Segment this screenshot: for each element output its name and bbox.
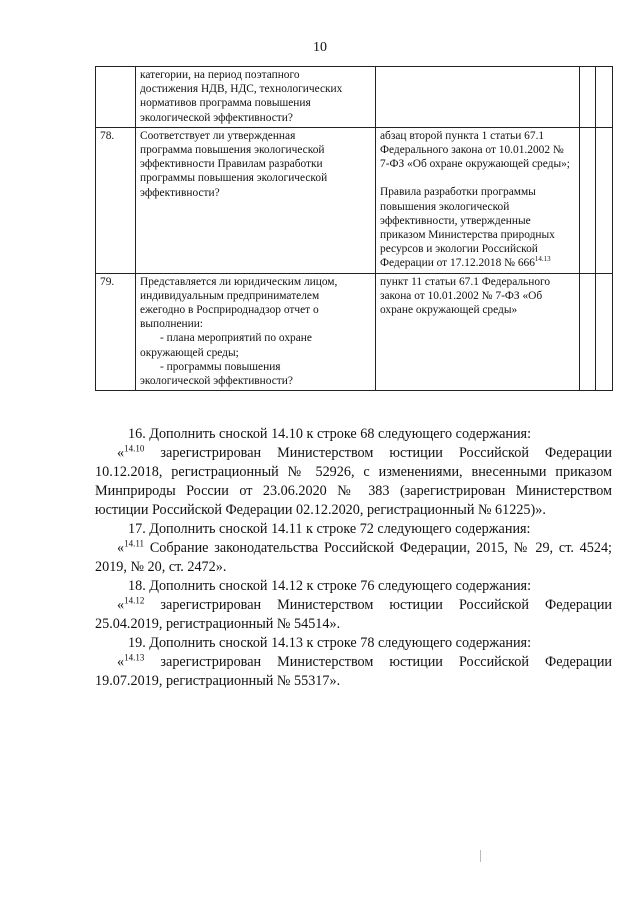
table-row [96,67,613,128]
footnote-text: зарегистрирован Министерством юстиции Российской Федерации 25.04.2019, регистрационный № 54514». [95,597,612,632]
footnote-number: 14.13 [124,652,145,663]
table-row [96,127,613,273]
footnote-number: 14.10 [124,443,145,454]
reference-text: абзац второй пункта 1 статьи 67.1 Федерального закона от 10.01.2002 № 7-ФЗ «Об охране окружающей среды»; [380,129,570,171]
scan-mark [480,850,481,862]
table-row [96,273,613,391]
footnote-text: зарегистрирован Министерством юстиции Российской Федерации 19.07.2019, регистрационный № 55317». [95,654,612,689]
question-line: эффективности Правилам разработки [140,158,323,171]
blank-column-a [580,273,596,391]
question-line: программы повышения экологической [140,172,328,185]
question-line: Представляется ли юридическим лицом, [140,275,338,288]
footnote-marker: 14.13 [534,255,551,264]
footnote-paragraph: «$^{14.13}$ зарегистрирован Министерством юстиции Российской Федерации 19.07.2019, регистрационный № 55317». [95,652,612,689]
question-line: - плана мероприятий по охране [160,332,312,345]
reference-text: пункт 11 статьи 67.1 Федерального закона от 10.01.2002 № 7-ФЗ «Об охране окружающей среды» [380,275,551,317]
row-number [96,67,136,128]
row-question [136,127,376,273]
question-line: категории, на период поэтапного [140,69,300,81]
question-line: экологической эффективности? [140,375,293,388]
row-legal-reference [376,127,580,273]
footnote-paragraph: «$^{14.12}$ зарегистрирован Министерством юстиции Российской Федерации 25.04.2019, регистрационный № 54514». [95,595,612,632]
reference-text: Правила разработки программы повышения экологической эффективности, утвержденные приказом Министерства природных ресурсов и экологии Российской Федерации от 17.12.2018 № 666 [380,186,555,270]
amendment-instruction: 17. Дополнить сноской 14.11 к строке 72 следующего содержания: [128,521,531,537]
footnote-paragraph: «$^{14.11}$ Собрание законодательства Российской Федерации, 2015, № 29, ст. 4524; 2019, № 20, ст. 2472». [95,538,612,575]
question-line: достижения НДВ, НДС, технологических [140,83,343,96]
question-line: окружающей среды; [140,346,239,359]
footnote-paragraph: «$^{14.10}$ зарегистрирован Министерством юстиции Российской Федерации 10.12.2018, регистрационный № 52926, с изменениями, внесенными приказом Минприроды России от 23.06.2020 № 383 (зарегистрирован Министерством юстиции Российской Федерации 02.12.2020, регистрационный № 61225)». [95,443,612,518]
checklist-table [95,66,613,391]
row-question [136,273,376,391]
question-line: Соответствует ли утвержденная [140,129,296,142]
row-number: 78. [96,127,136,273]
question-line: выполнении: [140,318,203,331]
blank-column-a [580,127,596,273]
amendment-instruction: 18. Дополнить сноской 14.12 к строке 76 следующего содержания: [128,578,532,594]
row-legal-reference [376,273,580,391]
question-line: ежегодно в Росприроднадзор отчет о [140,304,319,317]
blank-column-b [596,273,613,391]
blank-column-a [580,67,596,128]
footnote-text: Собрание законодательства Российской Федерации, 2015, № 29, ст. 4524; 2019, № 20, ст. 2472». [95,540,612,575]
blank-column-b [596,67,613,128]
amendment-text [95,425,612,691]
row-number: 79. [96,273,136,391]
footnote-text: зарегистрирован Министерством юстиции Российской Федерации 10.12.2018, регистрационный № 52926, с изменениями, внесенными приказом Минприроды России от 23.06.2020 № 383 (зарегистрирован Министерством юстиции Российской Федерации 02.12.2020, регистрационный № 61225)». [95,445,612,518]
question-line: - программы повышения [160,360,281,373]
row-legal-reference [376,67,580,128]
question-line: индивидуальным предпринимателем [140,289,320,302]
row-question [136,67,376,128]
question-line: эффективности? [140,186,220,199]
footnote-number: 14.11 [124,538,145,549]
blank-column-b [596,127,613,273]
footnote-number: 14.12 [124,595,145,606]
amendment-instruction: 16. Дополнить сноской 14.10 к строке 68 следующего содержания: [128,426,532,442]
amendment-instruction: 19. Дополнить сноской 14.13 к строке 78 следующего содержания: [128,635,532,651]
question-line: программа повышения экологической [140,144,325,157]
question-line: экологической эффективности? [140,111,293,124]
page-number: 10 [313,40,327,55]
question-line: нормативов программа повышения [140,97,311,110]
